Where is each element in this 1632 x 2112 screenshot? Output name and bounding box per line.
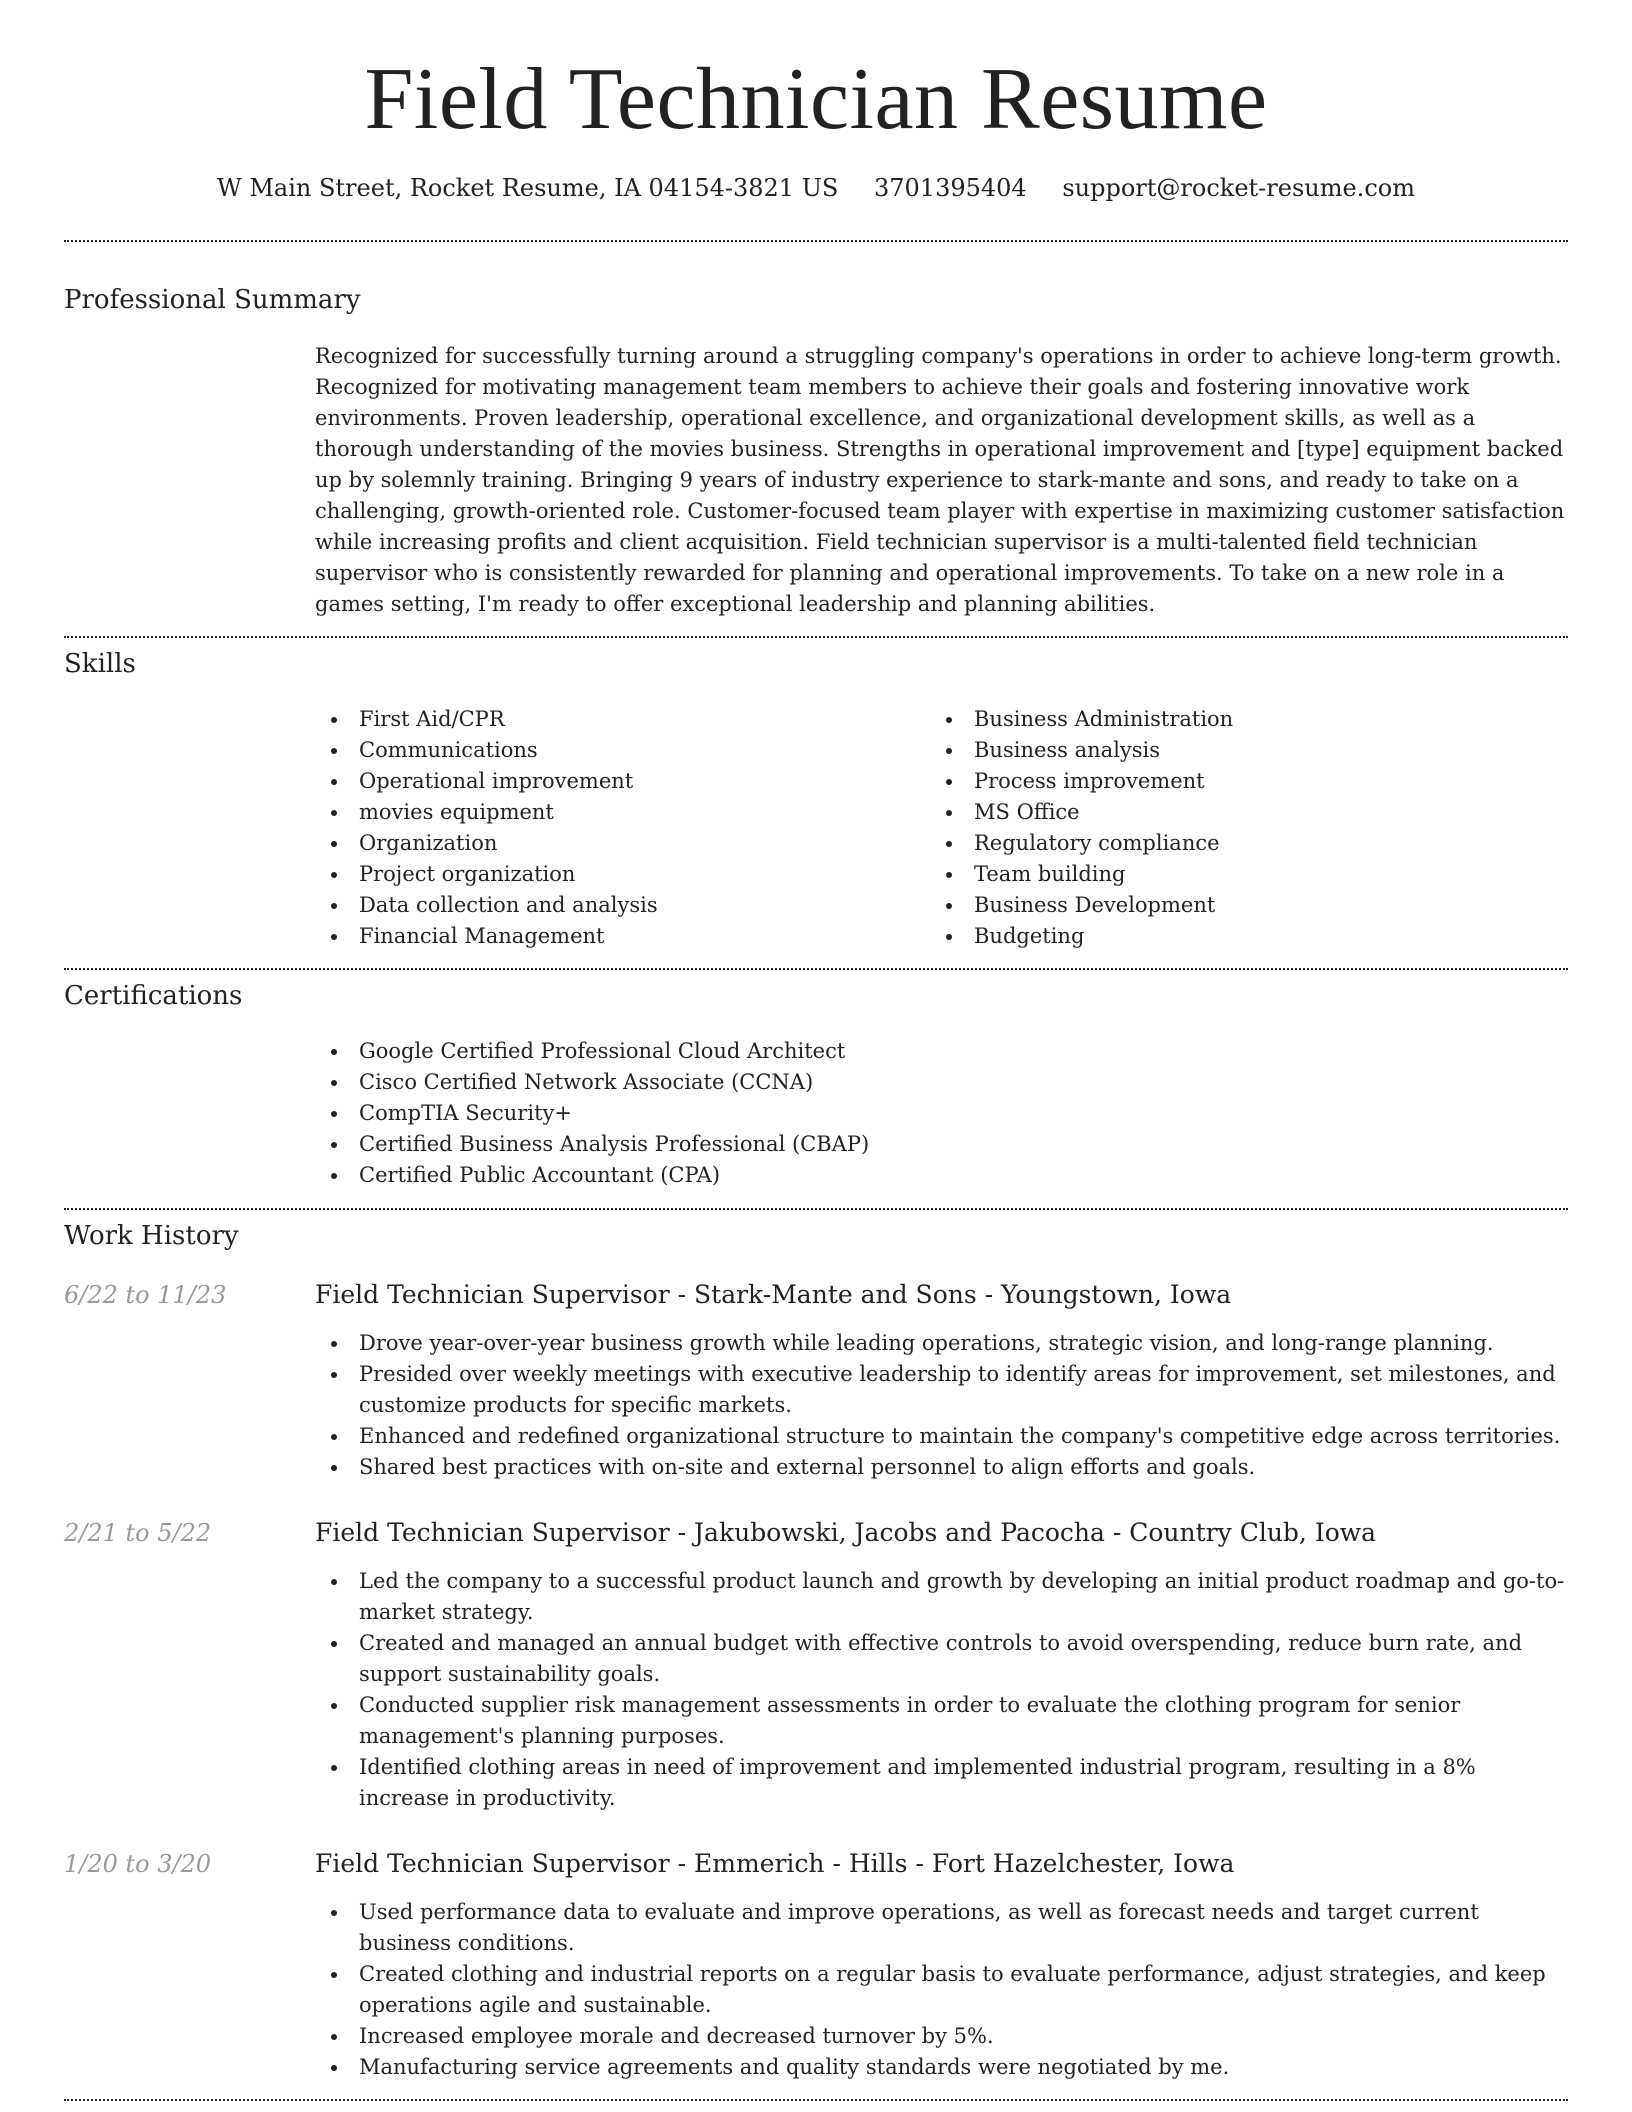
job-bullets bbox=[315, 1566, 1570, 1814]
certifications-list bbox=[315, 1036, 869, 1191]
skill-item: Communications bbox=[315, 735, 915, 766]
job-bullet: Created and managed an annual budget with effective controls to avoid overspending, reduce burn rate, and support sustainability goals. bbox=[315, 1628, 1570, 1690]
job-dates: 1/20 to 3/20 bbox=[64, 1850, 212, 1878]
skill-item: Project organization bbox=[315, 859, 915, 890]
contact-line bbox=[0, 168, 1632, 208]
job-title: Field Technician Supervisor - Stark-Mante and Sons - Youngstown, Iowa bbox=[315, 1280, 1232, 1309]
skill-item: Regulatory compliance bbox=[930, 828, 1550, 859]
job-bullet: Identified clothing areas in need of improvement and implemented industrial program, resulting in a 8% increase in productivity. bbox=[315, 1752, 1570, 1814]
job-bullet: Shared best practices with on-site and external personnel to align efforts and goals. bbox=[315, 1452, 1570, 1483]
job-dates: 2/21 to 5/22 bbox=[64, 1519, 212, 1547]
section-title-skills: Skills bbox=[64, 649, 136, 679]
job-bullet: Drove year-over-year business growth while leading operations, strategic vision, and long-range planning. bbox=[315, 1328, 1570, 1359]
job-bullet: Increased employee morale and decreased turnover by 5%. bbox=[315, 2021, 1570, 2052]
divider bbox=[64, 240, 1568, 242]
section-title-certifications: Certifications bbox=[64, 981, 243, 1011]
job-bullet: Manufacturing service agreements and quality standards were negotiated by me. bbox=[315, 2052, 1570, 2083]
job-bullet: Presided over weekly meetings with executive leadership to identify areas for improvement, set milestones, and customize products for specific markets. bbox=[315, 1359, 1570, 1421]
resume-header bbox=[0, 48, 1632, 152]
skill-item: Data collection and analysis bbox=[315, 890, 915, 921]
job-bullets bbox=[315, 1897, 1570, 2083]
contact-address: W Main Street, Rocket Resume, IA 04154-3821 US bbox=[217, 174, 839, 202]
job-bullet: Led the company to a successful product launch and growth by developing an initial product roadmap and go-to-market strategy. bbox=[315, 1566, 1570, 1628]
divider bbox=[64, 968, 1568, 970]
job-bullet: Conducted supplier risk management assessments in order to evaluate the clothing program for senior management's planning purposes. bbox=[315, 1690, 1570, 1752]
skill-item: Operational improvement bbox=[315, 766, 915, 797]
section-title-summary: Professional Summary bbox=[64, 285, 361, 315]
job-bullet: Used performance data to evaluate and improve operations, as well as forecast needs and target current business conditions. bbox=[315, 1897, 1570, 1959]
divider bbox=[64, 636, 1568, 638]
job-title: Field Technician Supervisor - Emmerich - Hills - Fort Hazelchester, Iowa bbox=[315, 1849, 1235, 1878]
skill-item: movies equipment bbox=[315, 797, 915, 828]
certification-item: CompTIA Security+ bbox=[315, 1098, 869, 1129]
contact-phone: 3701395404 bbox=[874, 174, 1027, 202]
skills-list-left bbox=[315, 704, 915, 952]
job-bullets bbox=[315, 1328, 1570, 1483]
skill-item: Business Administration bbox=[930, 704, 1550, 735]
skill-item: Budgeting bbox=[930, 921, 1550, 952]
resume-title: Field Technician Resume bbox=[364, 51, 1268, 148]
job-bullet: Enhanced and redefined organizational structure to maintain the company's competitive edge across territories. bbox=[315, 1421, 1570, 1452]
certification-item: Google Certified Professional Cloud Architect bbox=[315, 1036, 869, 1067]
skill-item: Team building bbox=[930, 859, 1550, 890]
skill-item: Process improvement bbox=[930, 766, 1550, 797]
skill-item: Business Development bbox=[930, 890, 1550, 921]
contact-email: support@rocket-resume.com bbox=[1062, 174, 1415, 202]
divider bbox=[64, 1208, 1568, 1210]
section-title-work-history: Work History bbox=[64, 1221, 239, 1251]
skill-item: Business analysis bbox=[930, 735, 1550, 766]
skills-list-right bbox=[930, 704, 1550, 952]
summary-text: Recognized for successfully turning around a struggling company's operations in order to achieve long-term growth. Recognized for motivating management team members to achieve their goals and fostering innovative work environments. Proven leadership, operational excellence, and organizational development skills, as well as a thorough understanding of the movies business. Strengths in operational improvement and [type] equipment backed up by solemnly training. Bringing 9 years of industry experience to stark-mante and sons, and ready to take on a challenging, growth-oriented role. Customer-focused team player with expertise in maximizing customer satisfaction while increasing profits and client acquisition. Field technician supervisor is a multi-talented field technician supervisor who is consistently rewarded for planning and operational improvements. To take on a new role in a games setting, I'm ready to offer exceptional leadership and planning abilities. bbox=[315, 344, 1565, 616]
job-title: Field Technician Supervisor - Jakubowski, Jacobs and Pacocha - Country Club, Iowa bbox=[315, 1518, 1377, 1547]
skill-item: Organization bbox=[315, 828, 915, 859]
skill-item: MS Office bbox=[930, 797, 1550, 828]
certification-item: Certified Business Analysis Professional (CBAP) bbox=[315, 1129, 869, 1160]
certification-item: Certified Public Accountant (CPA) bbox=[315, 1160, 869, 1191]
certification-item: Cisco Certified Network Associate (CCNA) bbox=[315, 1067, 869, 1098]
job-dates: 6/22 to 11/23 bbox=[64, 1281, 227, 1309]
skill-item: Financial Management bbox=[315, 921, 915, 952]
skill-item: First Aid/CPR bbox=[315, 704, 915, 735]
job-bullet: Created clothing and industrial reports on a regular basis to evaluate performance, adjust strategies, and keep operations agile and sustainable. bbox=[315, 1959, 1570, 2021]
divider bbox=[64, 2099, 1568, 2101]
